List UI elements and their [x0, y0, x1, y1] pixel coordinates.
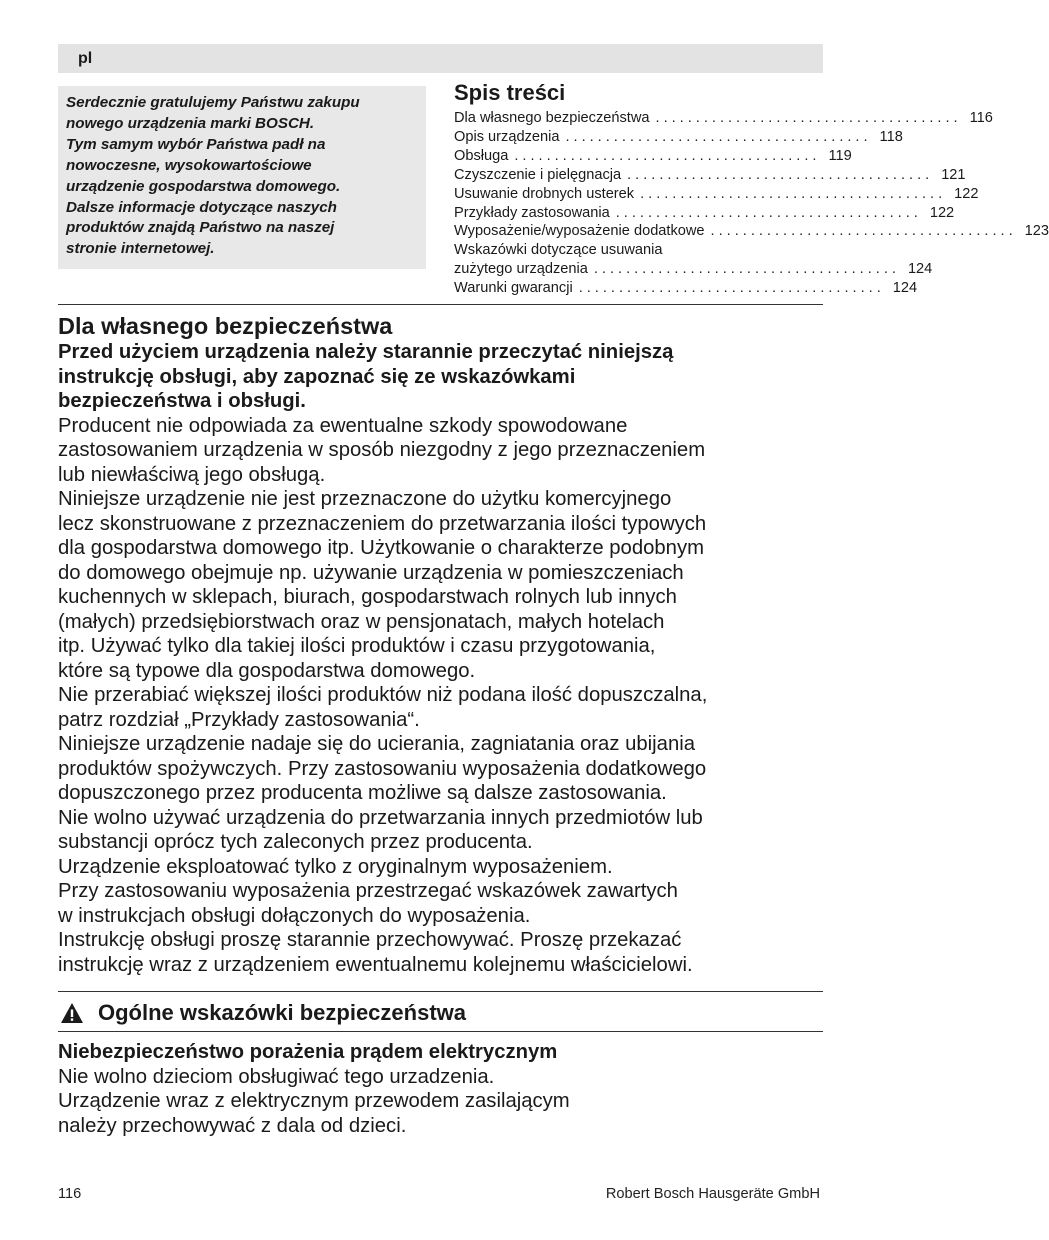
- body-line: lecz skonstruowane z przeznaczeniem do przetwarzania ilości typowych: [58, 512, 707, 535]
- toc-entry[interactable]: [454, 241, 822, 260]
- body-line: Producent nie odpowiada za ewentualne szkody spowodowane: [58, 414, 628, 437]
- lead-line: instrukcję obsługi, aby zapoznać się ze wskazówkami: [58, 365, 576, 388]
- intro-line: Tym samym wybór Państwa padł na: [66, 135, 326, 153]
- warning-triangle-icon: [60, 1002, 84, 1024]
- body-line: instrukcję wraz z urządzeniem ewentualnemu kolejnemu właścicielowi.: [58, 953, 693, 976]
- toc-entry[interactable]: [454, 128, 903, 147]
- toc-leader: ......................................: [640, 185, 947, 202]
- toc-entry[interactable]: [454, 109, 993, 128]
- language-bar: [58, 44, 823, 73]
- body-line: do domowego obejmuje np. używanie urządzenia w pomieszczeniach: [58, 561, 684, 584]
- body-line: dla gospodarstwa domowego itp. Użytkowanie o charakterze podobnym: [58, 537, 704, 559]
- lead-line: Przed użyciem urządzenia należy starannie przeczytać niniejszą: [58, 341, 674, 363]
- intro-line: nowoczesne, wysokowartościowe: [66, 156, 312, 174]
- divider: [58, 1031, 823, 1032]
- toc-leader: ......................................: [565, 128, 872, 145]
- general-safety-title: Ogólne wskazówki bezpieczeństwa: [98, 1000, 466, 1025]
- divider: [58, 991, 823, 992]
- divider: [58, 304, 823, 305]
- body-line: itp. Używać tylko dla takiej ilości produktów i czasu przygotowania,: [58, 635, 656, 657]
- toc-entry[interactable]: [454, 204, 955, 223]
- toc-leader: ......................................: [593, 261, 900, 278]
- body-line: produktów spożywczych. Przy zastosowaniu wyposażenia dodatkowego: [58, 757, 707, 780]
- toc-entry[interactable]: [454, 166, 966, 185]
- body-line: należy przechowywać z dala od dzieci.: [58, 1114, 407, 1137]
- intro-line: nowego urządzenia marki BOSCH.: [66, 114, 315, 132]
- toc-entry-label: Dla własnego bezpieczeństwa: [454, 110, 650, 126]
- intro-line: Dalsze informacje dotyczące naszych: [66, 198, 337, 216]
- table-of-contents: [454, 79, 1049, 298]
- toc-entry-page: 122: [954, 185, 979, 202]
- body-line: które są typowe dla gospodarstwa domowego.: [58, 659, 476, 682]
- body-line: lub niewłaściwą jego obsługą.: [58, 463, 326, 486]
- intro-line: stronie internetowej.: [66, 240, 215, 258]
- body-line: Niniejsze urządzenie nie jest przeznaczone do użytku komercyjnego: [58, 488, 672, 510]
- toc-leader: ......................................: [514, 147, 821, 164]
- toc-entry-label: zużytego urządzenia: [454, 261, 588, 278]
- body-line: dopuszczonego przez producenta możliwe są dalsze zastosowania.: [58, 782, 667, 804]
- toc-entry-label: Wyposażenie/wyposażenie dodatkowe: [454, 223, 705, 240]
- toc-leader: ......................................: [578, 280, 885, 297]
- toc-entry-label: Przykłady zastosowania: [454, 204, 610, 221]
- body-line: zastosowaniem urządzenia w sposób niezgodny z jego przeznaczeniem: [58, 439, 706, 461]
- safety-body: [58, 414, 828, 978]
- toc-entry-label: Opis urządzenia: [454, 128, 560, 145]
- toc-leader: ......................................: [710, 223, 1017, 240]
- toc-entry-label: Czyszczenie i pielęgnacja: [454, 166, 622, 183]
- toc-leader: ......................................: [627, 166, 934, 183]
- intro-line: produktów znajdą Państwo na naszej: [66, 219, 335, 237]
- body-line: Niniejsze urządzenie nadaje się do ucierania, zagniatania oraz ubijania: [58, 733, 696, 755]
- page-footer: [58, 1186, 820, 1202]
- toc-entry[interactable]: [454, 222, 1049, 241]
- body-line: kuchennych w sklepach, biurach, gospodarstwach rolnych lub innych: [58, 586, 677, 608]
- body-line: Urządzenie eksploatować tylko z oryginalnym wyposażeniem.: [58, 855, 613, 878]
- body-line: Nie wolno używać urządzenia do przetwarzania innych przedmiotów lub: [58, 806, 703, 829]
- electric-shock-title: Niebezpieczeństwo porażenia prądem elektrycznym: [58, 1041, 558, 1063]
- toc-leader: ......................................: [615, 204, 922, 221]
- body-line: Nie wolno dzieciom obsługiwać tego urzadzenia.: [58, 1065, 495, 1088]
- body-line: (małych) przedsiębiorstwach oraz w pensjonatach, małych hotelach: [58, 610, 665, 633]
- toc-entry-label: Warunki gwarancji: [454, 280, 573, 297]
- safety-lead: [58, 340, 828, 414]
- toc-entry[interactable]: [454, 260, 933, 279]
- toc-entry[interactable]: [454, 279, 918, 298]
- intro-line: urządzenie gospodarstwa domowego.: [66, 177, 341, 195]
- toc-entry-page: 123: [1024, 223, 1049, 240]
- toc-entry-page: 116: [969, 110, 993, 126]
- language-code: pl: [78, 50, 93, 67]
- safety-heading: Dla własnego bezpieczeństwa: [58, 313, 393, 339]
- lead-line: bezpieczeństwa i obsługi.: [58, 390, 306, 412]
- page-number: 116: [58, 1186, 82, 1202]
- toc-entry-page: 121: [941, 166, 966, 183]
- body-line: substancji oprócz tych zaleconych przez producenta.: [58, 831, 533, 853]
- body-line: Nie przerabiać większej ilości produktów niż podana ilość dopuszczalna,: [58, 684, 708, 706]
- intro-line: Serdecznie gratulujemy Państwu zakupu: [66, 94, 360, 111]
- body-line: Przy zastosowaniu wyposażenia przestrzegać wskazówek zawartych: [58, 880, 678, 902]
- toc-entry-page: 118: [879, 128, 903, 145]
- toc-entry-label: Wskazówki dotyczące usuwania: [454, 242, 663, 259]
- safety-section: [58, 312, 828, 977]
- toc-title: Spis treści: [454, 80, 566, 105]
- toc-entry[interactable]: [454, 147, 852, 166]
- toc-entry[interactable]: [454, 185, 979, 204]
- electric-shock-section: [58, 1040, 828, 1138]
- toc-entry-page: 124: [907, 261, 933, 278]
- body-line: patrz rozdział „Przykłady zastosowania“.: [58, 708, 420, 731]
- toc-entry-page: 122: [929, 204, 955, 221]
- toc-entry-label: Obsługa: [454, 147, 509, 164]
- toc-entry-page: 124: [892, 280, 918, 297]
- body-line: w instrukcjach obsługi dołączonych do wyposażenia.: [58, 904, 531, 927]
- toc-leader: ......................................: [655, 110, 962, 126]
- company-name: Robert Bosch Hausgeräte GmbH: [605, 1186, 820, 1202]
- general-safety-header: [58, 998, 823, 1028]
- body-line: Instrukcję obsługi proszę starannie przechowywać. Proszę przekazać: [58, 929, 682, 951]
- intro-box: [58, 86, 426, 269]
- toc-entry-page: 119: [828, 147, 852, 164]
- toc-entry-label: Usuwanie drobnych usterek: [454, 185, 635, 202]
- body-line: Urządzenie wraz z elektrycznym przewodem zasilającym: [58, 1090, 570, 1112]
